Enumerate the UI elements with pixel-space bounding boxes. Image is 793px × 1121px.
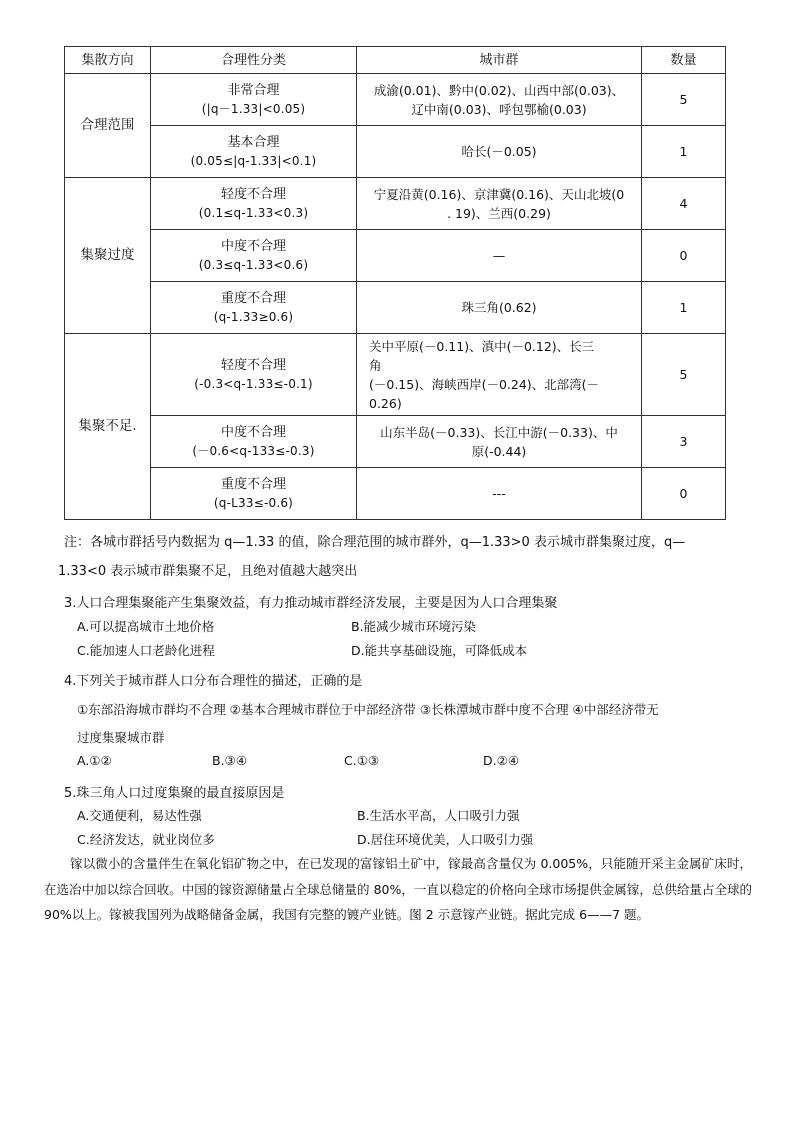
count-cell: 1 <box>642 126 726 178</box>
direction-cell: 集聚过度 <box>65 178 151 334</box>
cities-cell <box>357 74 642 126</box>
cities-line: --- <box>492 486 506 501</box>
agglomeration-table <box>64 46 726 520</box>
cities-cell <box>357 468 642 520</box>
cities-line: — <box>492 248 506 263</box>
table-row <box>65 230 726 282</box>
class-name: 中度不合理 <box>220 238 286 254</box>
count-cell: 0 <box>642 230 726 282</box>
count-cell: 5 <box>642 334 726 416</box>
class-condition: (q-L33≤-0.6) <box>213 495 294 510</box>
class-condition: (q-1.33≥0.6) <box>213 309 294 324</box>
question-4-stem: 4.下列关于城市群人口分布合理性的描述，正确的是 <box>64 674 363 689</box>
table-row <box>65 126 726 178</box>
question-3-option-d: D.能共享基础设施，可降低成本 <box>351 643 528 658</box>
cities-cell <box>357 178 642 230</box>
cities-line: 珠三角(0.62) <box>461 300 537 315</box>
class-condition: (0.05≤|q-1.33|<0.1) <box>190 153 317 168</box>
class-name: 轻度不合理 <box>220 357 286 373</box>
cities-cell <box>357 334 642 416</box>
count-cell: 3 <box>642 416 726 468</box>
header-direction: 集散方向 <box>65 47 151 74</box>
header-count: 数量 <box>642 47 726 74</box>
cities-line: 关中平原(－0.11)、滇中(－0.12)、长三 <box>369 338 595 354</box>
class-name: 非常合理 <box>227 82 280 98</box>
cities-line: 山东半岛(－0.33)、长江中游(－0.33)、中 <box>380 424 618 440</box>
table-row <box>65 416 726 468</box>
class-name: 轻度不合理 <box>220 186 286 202</box>
classification-cell <box>151 74 357 126</box>
class-name: 重度不合理 <box>220 476 286 492</box>
question-5-option-c: C.经济发达，就业岗位多 <box>77 832 215 847</box>
question-4-items-line-2: 过度集聚城市群 <box>77 730 165 745</box>
question-3-option-a: A.可以提高城市土地价格 <box>77 619 215 634</box>
cities-cell <box>357 126 642 178</box>
question-4-items-line-1: ①东部沿海城市群均不合理 ②基本合理城市群位于中部经济带 ③长株潭城市群中度不合理 ④中部经济带无 <box>77 702 659 717</box>
class-condition: (0.1≤q-1.33<0.3) <box>198 205 309 220</box>
question-5-stem: 5.珠三角人口过度集聚的最直接原因是 <box>64 786 285 801</box>
classification-cell <box>151 416 357 468</box>
classification-cell <box>151 178 357 230</box>
cities-line: 宁夏沿黄(0.16)、京津冀(0.16)、天山北坡(0 <box>373 186 625 202</box>
question-5-option-d: D.居住环境优美，人口吸引力强 <box>357 832 534 847</box>
cities-line: 辽中南(0.03)、呼包鄂榆(0.03) <box>411 101 587 117</box>
question-4-option-c: C.①③ <box>344 753 380 768</box>
classification-cell <box>151 230 357 282</box>
cities-line: 成渝(0.01)、黔中(0.02)、山西中部(0.03)、 <box>373 82 625 98</box>
table-row <box>65 334 726 416</box>
question-3-option-c: C.能加速人口老龄化进程 <box>77 643 215 658</box>
cities-cell <box>357 282 642 334</box>
count-cell: 0 <box>642 468 726 520</box>
cities-cell <box>357 416 642 468</box>
count-cell: 1 <box>642 282 726 334</box>
classification-cell <box>151 468 357 520</box>
cities-line: (－0.15)、海峡西岸(－0.24)、北部湾(－ <box>369 376 600 392</box>
question-3-option-b: B.能减少城市环境污染 <box>351 619 477 634</box>
table-row <box>65 468 726 520</box>
table-row <box>65 178 726 230</box>
table-header-row <box>65 47 726 74</box>
class-condition: (|q－1.33|<0.05) <box>201 101 306 116</box>
class-name: 基本合理 <box>227 134 280 150</box>
count-cell: 5 <box>642 74 726 126</box>
direction-cell: 合理范围 <box>65 74 151 178</box>
cities-line: 角 <box>369 357 382 373</box>
gallium-passage: 镓以微小的含量伴生在氧化铝矿物之中，在已发现的富镓铝土矿中，镓最高含量仅为 0.005%，只能随开采主金属矿床时，在选冶中加以综合回收。中国的镓资源储量占全球总储量的 80%，一直以稳定的价格向全球市场提供金属镓，总供给量占全球的 90%以上。镓被我国列为战略储备金属，我国有完整的镀产业链。图 2 示意镓产业链。据此完成 6——7 题。 <box>44 856 752 922</box>
table-row <box>65 282 726 334</box>
question-5-option-b: B.生活水平高，人口吸引力强 <box>357 808 520 823</box>
class-name: 重度不合理 <box>220 290 286 306</box>
cities-line: 0.26) <box>369 395 402 411</box>
count-cell: 4 <box>642 178 726 230</box>
question-4-option-a: A.①② <box>77 753 112 768</box>
question-5-option-a: A.交通便利，易达性强 <box>77 808 202 823</box>
class-condition: (0.3≤q-1.33<0.6) <box>198 257 309 272</box>
header-city-cluster: 城市群 <box>357 47 642 74</box>
cities-line: 原(-0.44) <box>471 443 527 459</box>
question-4-option-d: D.②④ <box>483 753 520 768</box>
header-classification: 合理性分类 <box>151 47 357 74</box>
question-3-stem: 3.人口合理集聚能产生集聚效益，有力推动城市群经济发展，主要是因为人口合理集聚 <box>64 596 558 611</box>
cities-cell <box>357 230 642 282</box>
table-note-line-1: 注：各城市群括号内数据为 q—1.33 的值，除合理范围的城市群外，q—1.33>0 表示城市群集聚过度，q— <box>64 535 686 550</box>
cities-line: 哈长(－0.05) <box>461 144 537 159</box>
question-4-option-b: B.③④ <box>212 753 247 768</box>
classification-cell <box>151 126 357 178</box>
cities-line: . 19)、兰西(0.29) <box>447 205 551 221</box>
table-row <box>65 74 726 126</box>
class-condition: (-0.3<q-1.33≤-0.1) <box>194 376 313 391</box>
table-note-line-2: 1.33<0 表示城市群集聚不足，且绝对值越大越突出 <box>58 564 358 579</box>
classification-cell <box>151 334 357 416</box>
classification-cell <box>151 282 357 334</box>
class-condition: (－0.6<q-133≤-0.3) <box>192 443 315 458</box>
class-name: 中度不合理 <box>220 424 286 440</box>
direction-cell: 集聚不足. <box>65 334 151 520</box>
